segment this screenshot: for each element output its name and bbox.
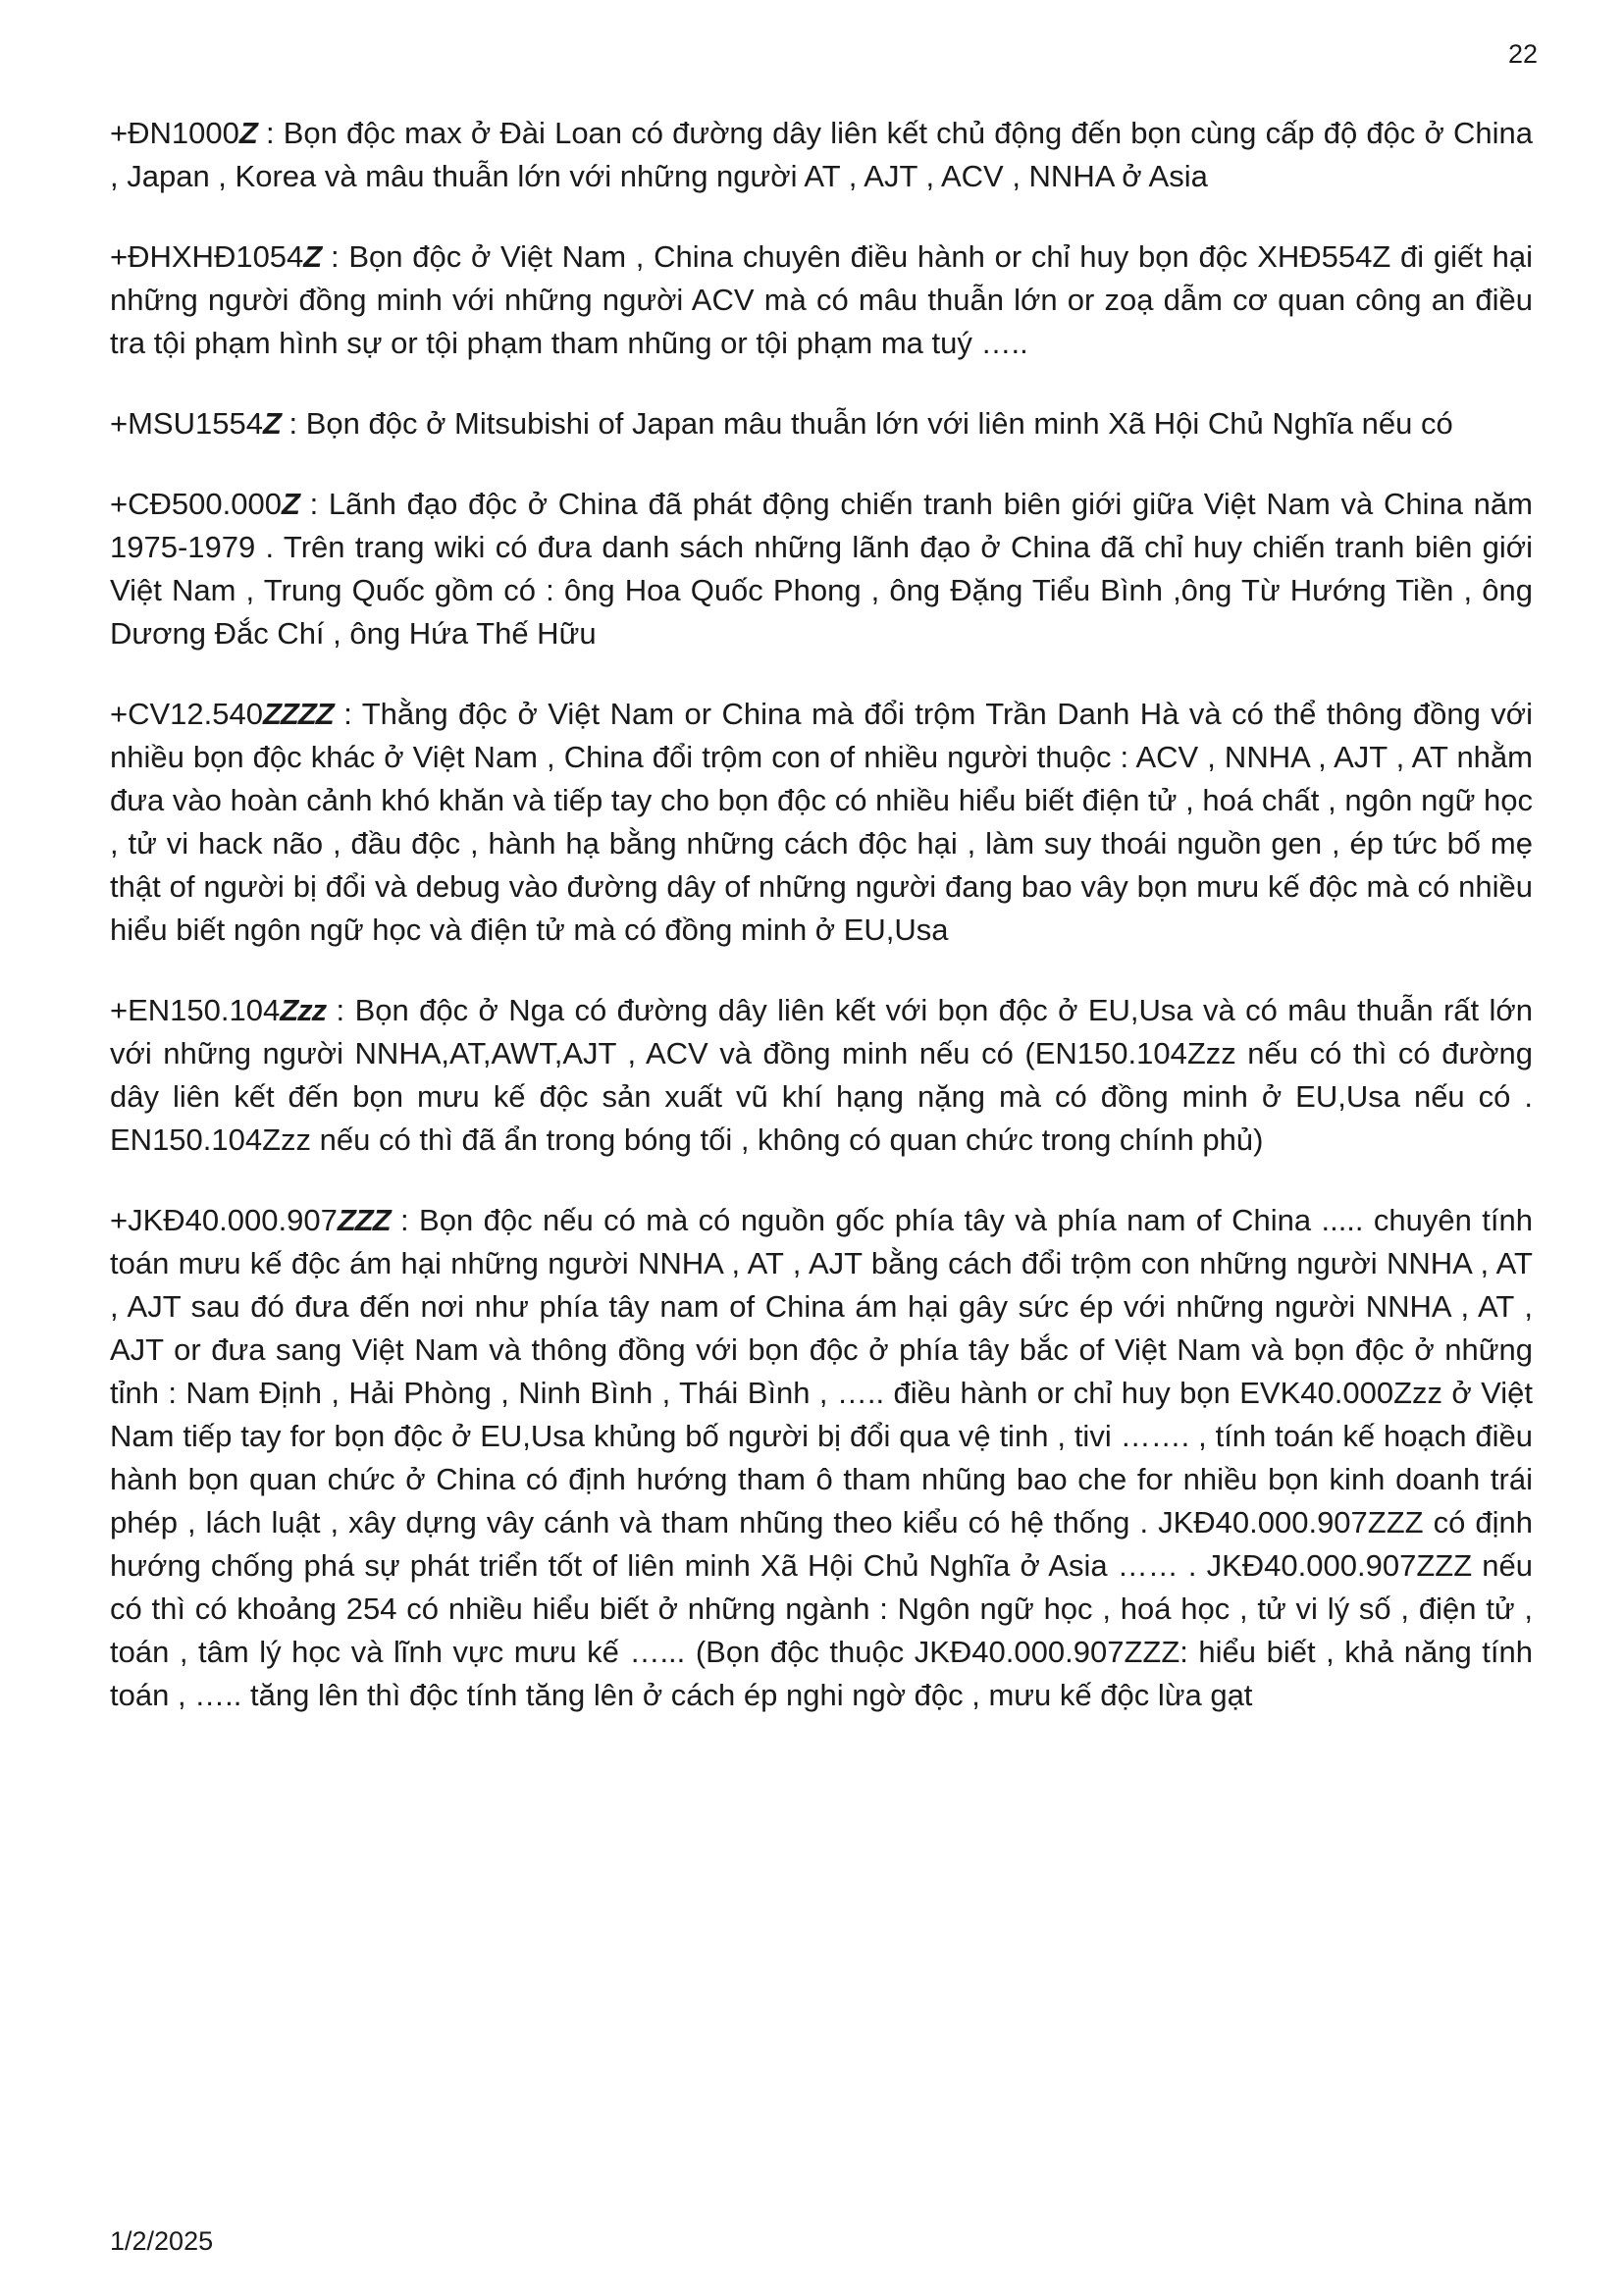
entry-text: : Bọn độc ở Nga có đường dây liên kết với bọn độc ở EU,Usa và có mâu thuẫn rất lớn với những người NNHA,AT,AWT,AJT , ACV và đồng minh nếu có (EN150.104Zzz nếu có thì có đường dây liên kết đến bọn mưu kế độc sản xuất vũ khí hạng nặng mà có đồng minh ở EU,Usa nếu có . EN150.104Zzz nếu có thì đã ẩn trong bóng tối , không có quan chức trong chính phủ) [110, 993, 1533, 1157]
paragraph-msu1554 [110, 402, 1533, 445]
entry-text: : Bọn độc nếu có mà có nguồn gốc phía tây và phía nam of China ..... chuyên tính toán mưu kế độc ám hại những người NNHA , AT , AJT bằng cách đổi trộm con những người NNHA , AT , AJT sau đó đưa đến nơi như phía tây nam of China ám hại gây sức ép với những người NNHA , AT , AJT or đưa sang Việt Nam và thông đồng với bọn độc ở phía tây bắc of Việt Nam và bọn độc ở những tỉnh : Nam Định , Hải Phòng , Ninh Bình , Thái Bình , ….. điều hành or chỉ huy bọn EVK40.000Zzz ở Việt Nam tiếp tay for bọn độc ở EU,Usa khủng bố người bị đổi qua vệ tinh , tivi ……. , tính toán kế hoạch điều hành bọn quan chức ở China có định hướng tham ô tham nhũng bao che for nhiều bọn kinh doanh trái phép , lách luật , xây dựng vây cánh và tham nhũng theo kiểu có hệ thống . JKĐ40.000.907ZZZ có định hướng chống phá sự phát triển tốt of liên minh Xã Hội Chủ Nghĩa ở Asia …… . JKĐ40.000.907ZZZ nếu có thì có khoảng 254 có nhiều hiểu biết ở những ngành : Ngôn ngữ học , hoá học , tử vi lý số , điện tử , toán , tâm lý học và lĩnh vực mưu kế …... (Bọn độc thuộc JKĐ40.000.907ZZZ: hiểu biết , khả năng tính toán , ….. tăng lên thì độc tính tăng lên ở cách ép nghi ngờ độc , mưu kế độc lừa gạt [110, 1203, 1533, 1712]
entry-code: +EN150.104 [110, 993, 281, 1027]
entry-code: +MSU1554 [110, 406, 263, 441]
entry-text: : Thằng độc ở Việt Nam or China mà đổi trộm Trần Danh Hà và có thể thông đồng với nhiều bọn độc khác ở Việt Nam , China đổi trộm con of nhiều người thuộc : ACV , NNHA , AJT , AT nhằm đưa vào hoàn cảnh khó khăn và tiếp tay cho bọn độc có nhiều hiểu biết điện tử , hoá chất , ngôn ngữ học , tử vi hack não , đầu độc , hành hạ bằng những cách độc hại , làm suy thoái nguồn gen , ép tức bố mẹ thật of người bị đổi và debug vào đường dây of những người đang bao vây bọn mưu kế độc mà có nhiều hiểu biết ngôn ngữ học và điện tử mà có đồng minh ở EU,Usa [110, 697, 1533, 947]
entry-mark: Z [281, 487, 299, 521]
footer-date: 1/2/2025 [110, 2226, 214, 2256]
entry-mark: ZZZZ [262, 697, 334, 731]
entry-mark: Z [303, 239, 322, 274]
entry-text: : Lãnh đạo độc ở China đã phát động chiến tranh biên giới giữa Việt Nam và China năm 1975-1979 . Trên trang wiki có đưa danh sách những lãnh đạo ở China đã chỉ huy chiến tranh biên giới Việt Nam , Trung Quốc gồm có : ông Hoa Quốc Phong , ông Đặng Tiểu Bình ,ông Từ Hướng Tiền , ông Dương Đắc Chí , ông Hứa Thế Hữu [110, 487, 1533, 651]
paragraph-jkd40000907 [110, 1199, 1533, 1717]
entry-code: +JKĐ40.000.907 [110, 1203, 338, 1237]
entry-mark: Zzz [280, 993, 327, 1027]
entry-mark: Z [262, 406, 281, 441]
paragraph-cv12540 [110, 693, 1533, 952]
paragraph-cd500000 [110, 483, 1533, 655]
entry-code: +CĐ500.000 [110, 487, 282, 521]
page-number: 22 [1507, 39, 1538, 69]
entry-text: : Bọn độc ở Việt Nam , China chuyên điều hành or chỉ huy bọn độc XHĐ554Z đi giết hại những người đồng minh với những người ACV mà có mâu thuẫn lớn or zoạ dẫm cơ quan công an điều tra tội phạm hình sự or tội phạm tham nhũng or tội phạm ma tuý ….. [110, 239, 1533, 360]
entry-text: : Bọn độc ở Mitsubishi of Japan mâu thuẫn lớn với liên minh Xã Hội Chủ Nghĩa nếu có [280, 406, 1453, 441]
entry-mark: Z [238, 116, 257, 150]
paragraph-en150104 [110, 989, 1533, 1162]
paragraph-dhxhd1054 [110, 235, 1533, 365]
entry-text: : Bọn độc max ở Đài Loan có đường dây liên kết chủ động đến bọn cùng cấp độ độc ở China , Japan , Korea và mâu thuẫn lớn với những người AT , AJT , ACV , NNHA ở Asia [110, 116, 1533, 193]
entry-code: +ĐN1000 [110, 116, 239, 150]
document-body [110, 112, 1533, 1717]
entry-code: +ĐHXHĐ1054 [110, 239, 304, 274]
entry-code: +CV12.540 [110, 697, 263, 731]
entry-mark: ZZZ [337, 1203, 391, 1237]
paragraph-dn1000 [110, 112, 1533, 198]
